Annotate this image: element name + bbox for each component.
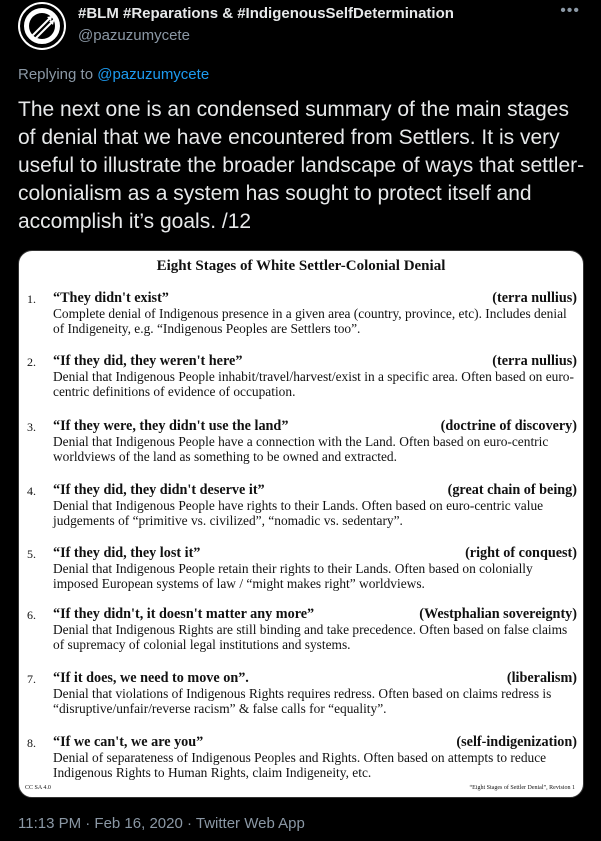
stage-description: Complete denial of Indigenous presence in a given area (country, province, etc). Includes denial of Indigeneity, e.g. “Indigenous Peoples are Settlers too”. bbox=[53, 306, 567, 336]
stage-quote: “If they did, they lost it” bbox=[53, 545, 201, 561]
stage-category: (doctrine of discovery) bbox=[440, 418, 577, 434]
document-revision: “Eight Stages of Settler Denial”, Revision 1 bbox=[469, 785, 575, 791]
stage-number: 4. bbox=[27, 484, 36, 498]
stage-quote: “If they were, they didn't use the land” bbox=[53, 418, 289, 434]
stage-description: Denial that violations of Indigenous Rights requires redress. Often based on claims redress is “disruptive/unfair/reverse racism” & false calls for “equality”. bbox=[53, 686, 552, 716]
tweet-timestamp[interactable]: 11:13 PM · Feb 16, 2020 · Twitter Web App bbox=[18, 815, 305, 832]
document-title: Eight Stages of White Settler-Colonial Denial bbox=[156, 258, 446, 274]
stage-quote: “If they did, they didn't deserve it” bbox=[53, 482, 265, 498]
stage-number: 6. bbox=[27, 608, 36, 622]
stage-description: Denial that Indigenous People inhabit/travel/harvest/exist in a specific area. Often based on euro-centric definitions of evidence of occupation. bbox=[53, 369, 574, 399]
replying-to-handle-link[interactable]: @pazuzumycete bbox=[97, 66, 210, 83]
more-icon[interactable]: ••• bbox=[560, 2, 580, 19]
stage-description: Denial that Indigenous People have rights to their Lands. Often based on euro-centric value judgements of “primitive vs. civilized”, “nomadic vs. sedentary”. bbox=[53, 498, 544, 528]
tweet-text: The next one is an condensed summary of the main stages of denial that we have encountered from Settlers. It is very useful to illustrate the broader landscape of ways that settler-colonialism as a system has sought to protect itself and accomplish it’s goals. /12 bbox=[18, 98, 585, 233]
stage-number: 3. bbox=[27, 420, 36, 434]
anti-capitalist-logo-icon bbox=[18, 2, 66, 50]
tweet-header bbox=[18, 0, 588, 52]
user-handle[interactable]: @pazuzumycete bbox=[78, 27, 190, 44]
stage-category: (terra nullius) bbox=[492, 353, 577, 369]
stage-category: (Westphalian sovereignty) bbox=[419, 606, 577, 622]
stage-description: Denial that Indigenous People have a connection with the Land. Often based on euro-centric worldviews of the land as something to be owned and extracted. bbox=[53, 434, 549, 464]
stage-number: 2. bbox=[27, 355, 36, 369]
stage-category: (self-indigenization) bbox=[456, 734, 577, 750]
display-name[interactable]: #BLM #Reparations & #IndigenousSelfDetermination bbox=[78, 5, 454, 22]
stage-number: 1. bbox=[27, 292, 36, 306]
stage-quote: “If they didn't, it doesn't matter any more” bbox=[53, 606, 315, 622]
tweet-image[interactable] bbox=[18, 250, 584, 798]
document-license: CC SA 4.0 bbox=[25, 785, 51, 791]
replying-to-label: Replying to bbox=[18, 66, 94, 83]
stage-description: Denial of separateness of Indigenous Peoples and Rights. Often based on attempts to reduce Indigenous Rights to Human Rights, claim Indigeneity, etc. bbox=[53, 750, 547, 780]
stage-category: (great chain of being) bbox=[447, 482, 577, 498]
stage-category: (terra nullius) bbox=[492, 290, 577, 306]
stage-quote: “They didn't exist” bbox=[53, 290, 169, 306]
stage-description: Denial that Indigenous People retain their rights to their Lands. Often based on colonially imposed European systems of law / “might makes right” worldviews. bbox=[53, 561, 533, 591]
stage-category: (liberalism) bbox=[506, 670, 577, 686]
stage-quote: “If they did, they weren't here” bbox=[53, 353, 243, 369]
replying-to bbox=[18, 66, 209, 83]
document-image bbox=[19, 251, 583, 797]
avatar[interactable] bbox=[18, 2, 66, 50]
stage-description: Denial that Indigenous Rights are still binding and take precedence. Often based on false claims of supremacy of colonial legal institutions and systems. bbox=[53, 622, 568, 652]
stage-number: 8. bbox=[27, 736, 36, 750]
stage-number: 5. bbox=[27, 547, 36, 561]
stage-quote: “If we can't, we are you” bbox=[53, 734, 204, 750]
stage-number: 7. bbox=[27, 672, 36, 686]
stage-quote: “If it does, we need to move on”. bbox=[53, 670, 249, 686]
stage-category: (right of conquest) bbox=[465, 545, 577, 561]
